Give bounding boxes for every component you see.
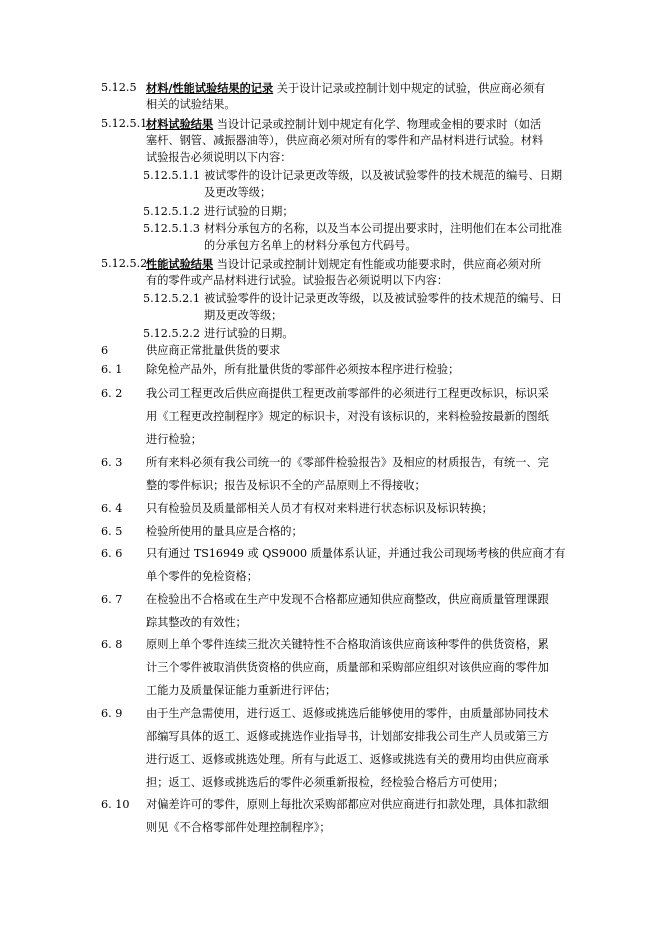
section-number: 5.12.5 xyxy=(101,81,137,94)
section-number: 6. 2 xyxy=(101,387,123,400)
section-text: 计三个零件被取消供货资格的供应商，质量部和采购部应组织对该供应商的零件加 xyxy=(146,661,549,674)
section-text: 所有来料必须有我公司统一的《零部件检验报告》及相应的材质报告，有统一、完 xyxy=(146,456,549,469)
section-text: 相关的试验结果。 xyxy=(146,98,236,111)
section-text: 单个零件的免检资格； xyxy=(146,570,258,583)
section-text: 我公司工程更改后供应商提供工程更改前零部件的必须进行工程更改标识，标识采 xyxy=(146,387,549,400)
section-text: 进行返工、返修或挑选处理。所有与此返工、返修或挑选有关的费用均由供应商承 xyxy=(146,753,549,766)
section-text: 踪其整改的有效性； xyxy=(146,616,247,629)
section-text: 由于生产急需使用，进行返工、返修或挑选后能够使用的零件，由质量部协同技术 xyxy=(146,707,549,720)
section-title: 材料/性能试验结果的记录 xyxy=(146,81,274,95)
item-number: 5.12.5.2.1 xyxy=(143,292,200,305)
section-text: 有的零件或产品材料进行试验。试验报告必须说明以下内容： xyxy=(146,274,449,287)
section-number: 6. 1 xyxy=(101,363,123,376)
section-text: 塞杆、钢管、减振器油等），供应商必须对所有的零件和产品材料进行试验。材料 xyxy=(146,134,544,147)
section-first-line xyxy=(146,117,541,132)
item-text: 及更改等级； xyxy=(204,186,272,199)
section-text: 工能力及质量保证能力重新进行评估； xyxy=(146,684,337,697)
section-text: 检验所使用的量具应是合格的； xyxy=(146,525,303,538)
section-text: 部编写具体的返工、返修或挑选作业指导书，计划部安排我公司生产人员或第三方 xyxy=(146,730,549,743)
item-text: 期及更改等级； xyxy=(204,309,283,322)
item-text: 材料分承包方的名称，以及当本公司提出要求时，注明他们在本公司批准 xyxy=(204,222,563,235)
item-text: 进行试验的日期。 xyxy=(204,327,294,340)
item-text: 进行试验的日期； xyxy=(204,205,294,218)
section-number: 6. 7 xyxy=(101,593,123,606)
section-number: 6. 10 xyxy=(101,798,130,811)
item-number: 5.12.5.1.2 xyxy=(143,205,200,218)
section-number: 6. 4 xyxy=(101,502,123,515)
section-number: 6. 3 xyxy=(101,456,123,469)
section-text: 则见《不合格零部件处理控制程序》； xyxy=(146,821,331,834)
section-number: 6 xyxy=(101,344,109,357)
item-text: 的分承包方名单上的材料分承包方代码号。 xyxy=(204,239,417,252)
item-text: 被试零件的设计记录更改等级，以及被试验零件的技术规范的编号、日期 xyxy=(204,169,563,182)
section-text: 用《工程更改控制程序》规定的标识卡，对没有该标识的，来料检验按最新的图纸 xyxy=(146,410,549,423)
item-number: 5.12.5.2.2 xyxy=(143,327,200,340)
section-text: 当设计记录或控制计划规定有性能或功能要求时，供应商必须对所 xyxy=(216,258,542,271)
section-text: 担；返工、返修或挑选后的零件必须重新报检，经检验合格后方可使用； xyxy=(146,776,505,789)
section-number: 5.12.5.2 xyxy=(101,257,148,270)
section-text: 关于设计记录或控制计划中规定的试验，供应商必须有 xyxy=(276,82,546,95)
section-text: 整的零件标识；报告及标识不全的产品原则上不得接收； xyxy=(146,479,426,492)
section-number: 6. 5 xyxy=(101,525,123,538)
section-first-line xyxy=(146,257,541,272)
section-first-line xyxy=(146,81,545,96)
item-number: 5.12.5.1.3 xyxy=(143,222,200,235)
section-number: 6. 9 xyxy=(101,707,123,720)
section-text: 当设计记录或控制计划中规定有化学、物理或金相的要求时（如活 xyxy=(216,118,542,131)
section-number: 6. 8 xyxy=(101,638,123,651)
section-title: 性能试验结果 xyxy=(146,257,214,271)
section-text: 对偏差许可的零件，原则上每批次采购部都应对供应商进行扣款处理，具体扣款细 xyxy=(146,798,549,811)
section-number: 6. 6 xyxy=(101,547,123,560)
section-text: 试验报告必须说明以下内容： xyxy=(146,151,292,164)
section-text: 除免检产品外，所有批量供货的零部件必须按本程序进行检验； xyxy=(146,363,460,376)
section-text: 只有通过 TS16949 或 QS9000 质量体系认证，并通过我公司现场考核的供应商才有 xyxy=(146,547,566,560)
section-text: 进行检验； xyxy=(146,433,202,446)
section-text: 只有检验员及质量部相关人员才有权对来料进行状态标识及标识转换； xyxy=(146,502,493,515)
section-text: 在检验出不合格或在生产中发现不合格都应通知供应商整改，供应商质量管理课跟 xyxy=(146,593,549,606)
section-number: 5.12.5.1 xyxy=(101,117,148,130)
item-text: 被试验零件的设计记录更改等级，以及被试验零件的技术规范的编号、日 xyxy=(204,292,563,305)
section-text: 原则上单个零件连续三批次关键特性不合格取消该供应商该种零件的供货资格，累 xyxy=(146,638,549,651)
section-title: 材料试验结果 xyxy=(146,117,214,131)
section-title: 供应商正常批量供货的要求 xyxy=(146,344,281,357)
item-number: 5.12.5.1.1 xyxy=(143,169,200,182)
